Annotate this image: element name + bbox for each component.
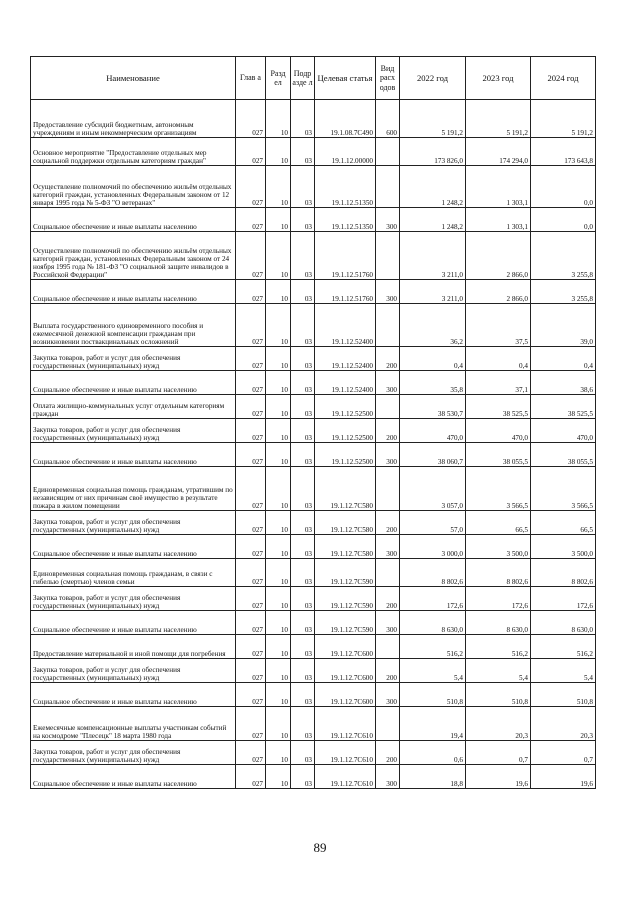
cell-glava: 027 [236,304,266,347]
header-year-2024: 2024 год [531,57,596,100]
cell-year-2022: 8 630,0 [400,611,466,635]
cell-glava: 027 [236,635,266,659]
cell-name: Социальное обеспечение и иные выплаты населению [31,535,236,559]
cell-expense-type: 300 [376,443,400,467]
cell-glava: 027 [236,467,266,511]
cell-target-article: 19.1.12.7С590 [315,587,376,611]
cell-target-article: 19.1.12.7С580 [315,535,376,559]
cell-razdel: 10 [266,611,291,635]
cell-target-article: 19.1.12.52400 [315,371,376,395]
cell-year-2023: 172,6 [466,587,531,611]
cell-year-2023: 174 294,0 [466,138,531,166]
cell-year-2023: 516,2 [466,635,531,659]
cell-year-2023: 5,4 [466,659,531,683]
header-year-2023: 2023 год [466,57,531,100]
cell-podrazdel: 03 [291,304,315,347]
cell-glava: 027 [236,535,266,559]
cell-glava: 027 [236,419,266,443]
cell-name: Осуществление полномочий по обеспечению жильём отдельных категорий граждан, установленных Федеральным законом от 12 января 1995 года № 5-ФЗ "О ветеранах" [31,166,236,208]
table-row [31,371,596,395]
cell-year-2022: 172,6 [400,587,466,611]
table-row [31,741,596,765]
cell-year-2024: 0,4 [531,347,596,371]
header-podrazdel: Подр азде л [291,57,315,100]
table-row [31,100,596,138]
cell-glava: 027 [236,232,266,280]
table-row [31,683,596,707]
cell-year-2024: 5 191,2 [531,100,596,138]
cell-target-article: 19.1.12.52500 [315,443,376,467]
cell-razdel: 10 [266,166,291,208]
header-glava: Глав а [236,57,266,100]
header-row [31,57,596,100]
cell-expense-type [376,467,400,511]
cell-glava: 027 [236,347,266,371]
cell-year-2022: 36,2 [400,304,466,347]
cell-podrazdel: 03 [291,395,315,419]
cell-name: Оплата жилищно-коммунальных услуг отдельным категориям граждан [31,395,236,419]
cell-year-2023: 38 525,5 [466,395,531,419]
cell-podrazdel: 03 [291,347,315,371]
cell-year-2024: 3 255,8 [531,232,596,280]
cell-year-2023: 8 802,6 [466,559,531,587]
cell-expense-type [376,232,400,280]
cell-glava: 027 [236,511,266,535]
cell-expense-type: 200 [376,419,400,443]
cell-podrazdel: 03 [291,535,315,559]
cell-podrazdel: 03 [291,208,315,232]
cell-year-2024: 20,3 [531,707,596,741]
table-row [31,635,596,659]
table-row [31,587,596,611]
cell-year-2022: 3 000,0 [400,535,466,559]
cell-year-2023: 470,0 [466,419,531,443]
cell-year-2022: 1 248,2 [400,166,466,208]
cell-year-2022: 38 060,7 [400,443,466,467]
cell-podrazdel: 03 [291,138,315,166]
cell-target-article: 19.1.12.7С590 [315,611,376,635]
cell-name: Закупка товаров, работ и услуг для обеспечения государственных (муниципальных) нужд [31,587,236,611]
cell-name: Закупка товаров, работ и услуг для обеспечения государственных (муниципальных) нужд [31,511,236,535]
table-row [31,659,596,683]
cell-podrazdel: 03 [291,467,315,511]
cell-target-article: 19.1.12.00000 [315,138,376,166]
header-name: Наименование [31,57,236,100]
cell-glava: 027 [236,100,266,138]
cell-year-2024: 172,6 [531,587,596,611]
cell-name: Социальное обеспечение и иные выплаты населению [31,280,236,304]
cell-razdel: 10 [266,138,291,166]
cell-name: Социальное обеспечение и иные выплаты населению [31,683,236,707]
cell-expense-type [376,138,400,166]
cell-glava: 027 [236,280,266,304]
table-row [31,707,596,741]
cell-podrazdel: 03 [291,611,315,635]
cell-podrazdel: 03 [291,683,315,707]
cell-year-2024: 66,5 [531,511,596,535]
cell-name: Единовременная социальная помощь гражданам, утратившим по независящим от них причинам своё имущество в результате пожара в жилом помещении [31,467,236,511]
header-target-article: Целевая статья [315,57,376,100]
table-row [31,611,596,635]
cell-razdel: 10 [266,535,291,559]
table-row [31,232,596,280]
cell-podrazdel: 03 [291,100,315,138]
cell-target-article: 19.1.12.51350 [315,208,376,232]
cell-year-2023: 1 303,1 [466,166,531,208]
cell-glava: 027 [236,559,266,587]
cell-name: Предоставление субсидий бюджетным, автономным учреждениям и иным некоммерческим организациям [31,100,236,138]
cell-year-2023: 3 566,5 [466,467,531,511]
cell-target-article: 19.1.12.7С590 [315,559,376,587]
cell-target-article: 19.1.12.51760 [315,280,376,304]
cell-year-2022: 18,8 [400,765,466,789]
table-row [31,208,596,232]
cell-glava: 027 [236,371,266,395]
cell-expense-type: 200 [376,587,400,611]
cell-razdel: 10 [266,587,291,611]
cell-year-2023: 510,8 [466,683,531,707]
cell-razdel: 10 [266,683,291,707]
cell-year-2022: 5 191,2 [400,100,466,138]
cell-year-2023: 66,5 [466,511,531,535]
cell-podrazdel: 03 [291,443,315,467]
cell-glava: 027 [236,611,266,635]
cell-year-2022: 3 057,0 [400,467,466,511]
cell-target-article: 19.1.12.7С610 [315,765,376,789]
cell-year-2024: 173 643,8 [531,138,596,166]
cell-year-2022: 57,0 [400,511,466,535]
table-row [31,347,596,371]
cell-year-2024: 516,2 [531,635,596,659]
cell-year-2022: 516,2 [400,635,466,659]
cell-year-2024: 38,6 [531,371,596,395]
cell-year-2024: 39,0 [531,304,596,347]
cell-year-2023: 2 866,0 [466,280,531,304]
cell-expense-type: 300 [376,683,400,707]
table-row [31,765,596,789]
header-year-2022: 2022 год [400,57,466,100]
cell-razdel: 10 [266,467,291,511]
cell-razdel: 10 [266,659,291,683]
cell-podrazdel: 03 [291,659,315,683]
cell-target-article: 19.1.08.7С490 [315,100,376,138]
cell-glava: 027 [236,395,266,419]
cell-razdel: 10 [266,232,291,280]
cell-podrazdel: 03 [291,511,315,535]
header-expense-type: Вид расх одов [376,57,400,100]
cell-year-2023: 38 055,5 [466,443,531,467]
cell-name: Закупка товаров, работ и услуг для обеспечения государственных (муниципальных) нужд [31,741,236,765]
cell-name: Социальное обеспечение и иные выплаты населению [31,765,236,789]
cell-razdel: 10 [266,765,291,789]
cell-year-2024: 0,0 [531,208,596,232]
cell-target-article: 19.1.12.52500 [315,419,376,443]
cell-target-article: 19.1.12.52500 [315,395,376,419]
cell-glava: 027 [236,741,266,765]
cell-year-2023: 8 630,0 [466,611,531,635]
cell-razdel: 10 [266,707,291,741]
cell-year-2023: 37,1 [466,371,531,395]
cell-name: Единовременная социальная помощь гражданам, в связи с гибелью (смертью) членов семьи [31,559,236,587]
cell-name: Закупка товаров, работ и услуг для обеспечения государственных (муниципальных) нужд [31,419,236,443]
cell-expense-type: 200 [376,511,400,535]
table-body [31,100,596,789]
cell-podrazdel: 03 [291,419,315,443]
cell-name: Предоставление материальной и иной помощи для погребения [31,635,236,659]
cell-name: Социальное обеспечение и иные выплаты населению [31,611,236,635]
cell-expense-type: 300 [376,208,400,232]
cell-razdel: 10 [266,511,291,535]
cell-year-2022: 510,8 [400,683,466,707]
cell-year-2024: 470,0 [531,419,596,443]
cell-glava: 027 [236,587,266,611]
cell-year-2024: 3 566,5 [531,467,596,511]
cell-year-2024: 38 525,5 [531,395,596,419]
cell-year-2023: 37,5 [466,304,531,347]
cell-year-2022: 3 211,0 [400,280,466,304]
cell-glava: 027 [236,683,266,707]
table-row [31,559,596,587]
table-row [31,395,596,419]
cell-expense-type [376,635,400,659]
cell-year-2023: 0,4 [466,347,531,371]
cell-expense-type: 200 [376,347,400,371]
cell-expense-type: 200 [376,659,400,683]
cell-razdel: 10 [266,208,291,232]
cell-podrazdel: 03 [291,741,315,765]
cell-razdel: 10 [266,371,291,395]
cell-glava: 027 [236,765,266,789]
cell-name: Социальное обеспечение и иные выплаты населению [31,371,236,395]
cell-razdel: 10 [266,280,291,304]
cell-year-2023: 20,3 [466,707,531,741]
cell-name: Основное мероприятие "Предоставление отдельных мер социальной поддержки отдельным категориям граждан" [31,138,236,166]
cell-podrazdel: 03 [291,232,315,280]
cell-podrazdel: 03 [291,280,315,304]
cell-podrazdel: 03 [291,707,315,741]
cell-glava: 027 [236,166,266,208]
table-row [31,443,596,467]
cell-year-2022: 173 826,0 [400,138,466,166]
cell-target-article: 19.1.12.7С580 [315,511,376,535]
table-row [31,511,596,535]
cell-year-2023: 5 191,2 [466,100,531,138]
cell-name: Выплата государственного единовременного пособия и ежемесячной денежной компенсации гражданам при возникновении поствакцинальных осложнений [31,304,236,347]
cell-name: Социальное обеспечение и иные выплаты населению [31,208,236,232]
cell-razdel: 10 [266,100,291,138]
cell-year-2024: 8 630,0 [531,611,596,635]
cell-year-2022: 8 802,6 [400,559,466,587]
cell-year-2023: 19,6 [466,765,531,789]
table-row [31,166,596,208]
cell-year-2024: 3 500,0 [531,535,596,559]
table-row [31,304,596,347]
cell-podrazdel: 03 [291,371,315,395]
cell-year-2024: 38 055,5 [531,443,596,467]
cell-expense-type: 300 [376,535,400,559]
cell-year-2023: 3 500,0 [466,535,531,559]
cell-expense-type: 300 [376,765,400,789]
cell-glava: 027 [236,138,266,166]
cell-expense-type [376,707,400,741]
cell-glava: 027 [236,443,266,467]
cell-expense-type [376,559,400,587]
table-row [31,467,596,511]
cell-expense-type: 300 [376,611,400,635]
cell-year-2022: 38 530,7 [400,395,466,419]
cell-year-2022: 3 211,0 [400,232,466,280]
table-row [31,419,596,443]
cell-expense-type [376,166,400,208]
table-row [31,280,596,304]
cell-year-2022: 35,8 [400,371,466,395]
cell-year-2024: 8 802,6 [531,559,596,587]
cell-year-2024: 510,8 [531,683,596,707]
cell-target-article: 19.1.12.7С610 [315,707,376,741]
cell-razdel: 10 [266,395,291,419]
cell-expense-type [376,395,400,419]
cell-year-2023: 1 303,1 [466,208,531,232]
page-number: 89 [313,840,327,855]
cell-target-article: 19.1.12.7С580 [315,467,376,511]
cell-target-article: 19.1.12.51350 [315,166,376,208]
cell-target-article: 19.1.12.7С600 [315,683,376,707]
table-row [31,138,596,166]
cell-razdel: 10 [266,347,291,371]
cell-glava: 027 [236,659,266,683]
cell-name: Ежемесячные компенсационные выплаты участникам событий на космодроме "Плесецк" 18 марта 1980 года [31,707,236,741]
cell-year-2022: 0,4 [400,347,466,371]
cell-year-2023: 0,7 [466,741,531,765]
cell-year-2023: 2 866,0 [466,232,531,280]
cell-target-article: 19.1.12.52400 [315,347,376,371]
cell-razdel: 10 [266,635,291,659]
cell-year-2024: 0,0 [531,166,596,208]
cell-year-2024: 19,6 [531,765,596,789]
cell-target-article: 19.1.12.7С600 [315,659,376,683]
cell-razdel: 10 [266,419,291,443]
cell-year-2022: 1 248,2 [400,208,466,232]
cell-year-2022: 0,6 [400,741,466,765]
cell-target-article: 19.1.12.7С610 [315,741,376,765]
cell-podrazdel: 03 [291,765,315,789]
cell-target-article: 19.1.12.51760 [315,232,376,280]
cell-glava: 027 [236,707,266,741]
cell-expense-type: 600 [376,100,400,138]
cell-target-article: 19.1.12.7С600 [315,635,376,659]
cell-name: Социальное обеспечение и иные выплаты населению [31,443,236,467]
cell-expense-type: 300 [376,371,400,395]
cell-name: Закупка товаров, работ и услуг для обеспечения государственных (муниципальных) нужд [31,659,236,683]
cell-expense-type [376,304,400,347]
cell-expense-type: 300 [376,280,400,304]
cell-podrazdel: 03 [291,559,315,587]
cell-target-article: 19.1.12.52400 [315,304,376,347]
cell-name: Закупка товаров, работ и услуг для обеспечения государственных (муниципальных) нужд [31,347,236,371]
cell-razdel: 10 [266,559,291,587]
cell-year-2022: 19,4 [400,707,466,741]
header-razdel: Разд ел [266,57,291,100]
cell-name: Осуществление полномочий по обеспечению жильём отдельных категорий граждан, установленных Федеральным законом от 24 ноября 1995 года № 181-ФЗ "О социальной защите инвалидов в Российской Федерации" [31,232,236,280]
cell-year-2024: 3 255,8 [531,280,596,304]
cell-expense-type: 200 [376,741,400,765]
cell-year-2024: 5,4 [531,659,596,683]
cell-year-2024: 0,7 [531,741,596,765]
cell-podrazdel: 03 [291,635,315,659]
cell-razdel: 10 [266,304,291,347]
budget-table [30,56,596,789]
cell-year-2022: 5,4 [400,659,466,683]
table-row [31,535,596,559]
cell-year-2022: 470,0 [400,419,466,443]
cell-razdel: 10 [266,741,291,765]
cell-podrazdel: 03 [291,166,315,208]
cell-glava: 027 [236,208,266,232]
cell-podrazdel: 03 [291,587,315,611]
cell-razdel: 10 [266,443,291,467]
